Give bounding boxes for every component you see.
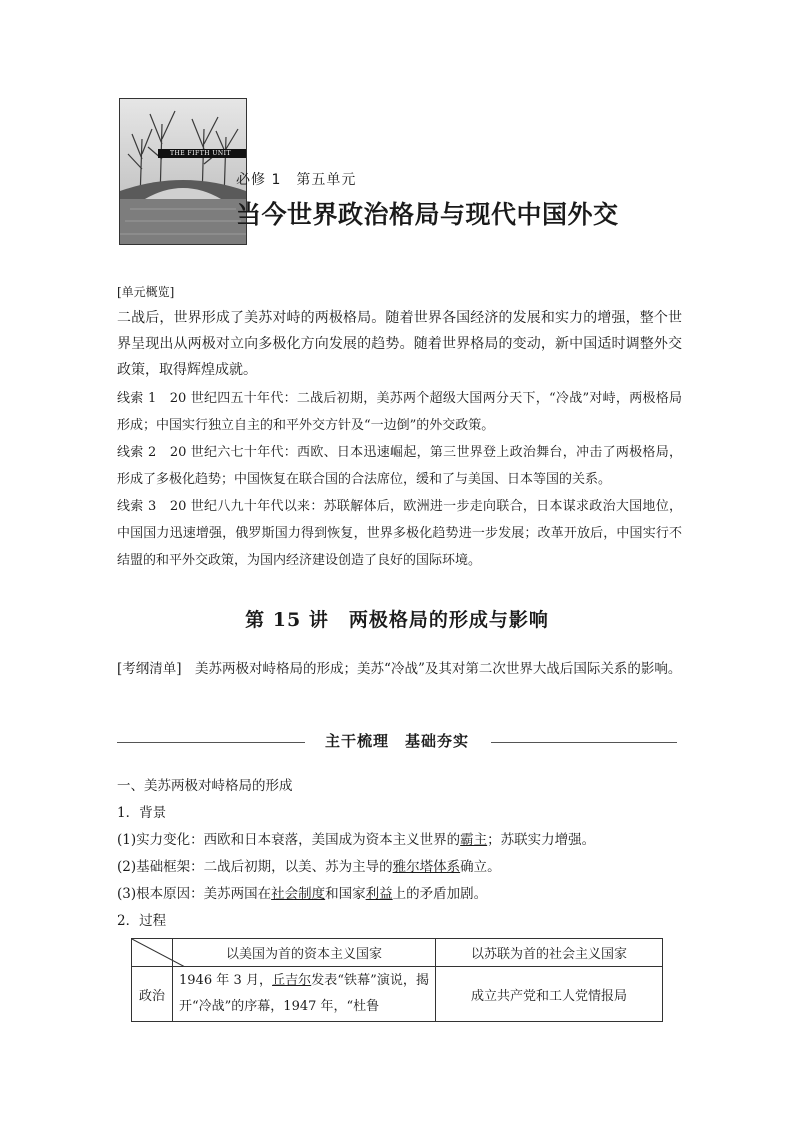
underlined-answer: 丘吉尔 — [272, 973, 312, 988]
clue-tag: 线索 1 20 世纪四五十年代： — [117, 391, 297, 406]
underlined-answer: 霸主 — [460, 832, 488, 848]
outline-label: [考纲清单] — [117, 661, 182, 677]
heading-process: 2．过程 — [117, 913, 167, 929]
clue-text: 二战后初期，美苏两个超级大国两分天下，“冷战”对峙，两极格局形成；中国实行独立自主的和平外交方针及“一边倒”的外交政策。 — [117, 391, 683, 433]
unit-subtitle: 必修 1 第五单元 — [236, 172, 357, 188]
section-divider-text: 主干梳理 基础夯实 — [324, 732, 469, 750]
content-item-3: (3)根本原因：美苏两国在社会制度和国家利益上的矛盾加剧。 — [117, 886, 488, 902]
heading-1: 一、美苏两极对峙格局的形成 — [117, 778, 293, 794]
overview-text: 二战后，世界形成了美苏对峙的两极格局。随着世界各国经济的发展和实力的增强，整个世界呈现出从两极对立向多极化方向发展的趋势。随着世界格局的变动，新中国适时调整外交政策，取得辉煌成就。 — [117, 310, 682, 378]
syllabus-outline — [117, 656, 682, 683]
clue-text: 苏联解体后，欧洲进一步走向联合，日本谋求政治大国地位，中国国力迅速增强，俄罗斯国力得到恢复，世界多极化趋势进一步发展；改革开放后，中国实行不结盟的和平外交政策，为国内经济建设创造了良好的国际环境。 — [117, 499, 682, 568]
content-item-1: (1)实力变化：西欧和日本衰落，美国成为资本主义世界的霸主；苏联实力增强。 — [117, 832, 596, 848]
table-cell-politics-us: 1946 年 3 月，丘吉尔发表“铁幕”演说，揭开“冷战”的序幕，1947 年，“杜鲁 — [173, 967, 436, 1022]
clue-1 — [117, 385, 682, 439]
table-cell-politics-ussr: 成立共产党和工人党情报局 — [436, 967, 663, 1022]
unit-cover-photo — [119, 98, 247, 245]
table-header-socialist: 以苏联为首的社会主义国家 — [436, 939, 663, 967]
underlined-answer: 利益 — [365, 886, 393, 902]
process-table — [131, 938, 663, 1022]
clue-2 — [117, 439, 682, 493]
overview-label: [单元概览] — [117, 285, 175, 299]
unit-title: 当今世界政治格局与现代中国外交 — [236, 200, 619, 229]
heading-background: 1．背景 — [117, 805, 167, 821]
section-divider — [117, 730, 677, 754]
content-item-2: (2)基础框架：二战后初期，以美、苏为主导的雅尔塔体系确立。 — [117, 859, 501, 875]
clue-text: 西欧、日本迅速崛起，第三世界登上政治舞台，冲击了两极格局，形成了多极化趋势；中国恢复在联合国的合法席位，缓和了与美国、日本等国的关系。 — [117, 445, 682, 487]
outline-text: 美苏两极对峙格局的形成；美苏“冷战”及其对第二次世界大战后国际关系的影响。 — [195, 661, 682, 677]
table-row-label: 政治 — [132, 967, 173, 1022]
photo-caption: THE FIFTH UNIT — [170, 150, 232, 157]
table-header-capitalist: 以美国为首的资本主义国家 — [173, 939, 436, 967]
lecture-title: 第 15 讲 两极格局的形成与影响 — [245, 609, 549, 631]
clue-3 — [117, 493, 682, 574]
clue-tag: 线索 2 20 世纪六七十年代： — [117, 445, 298, 460]
table-corner-cell — [132, 939, 173, 967]
underlined-answer: 雅尔塔体系 — [392, 859, 461, 875]
clue-tag: 线索 3 20 世纪八九十年代以来： — [117, 499, 324, 514]
underlined-answer: 社会制度 — [271, 886, 326, 902]
